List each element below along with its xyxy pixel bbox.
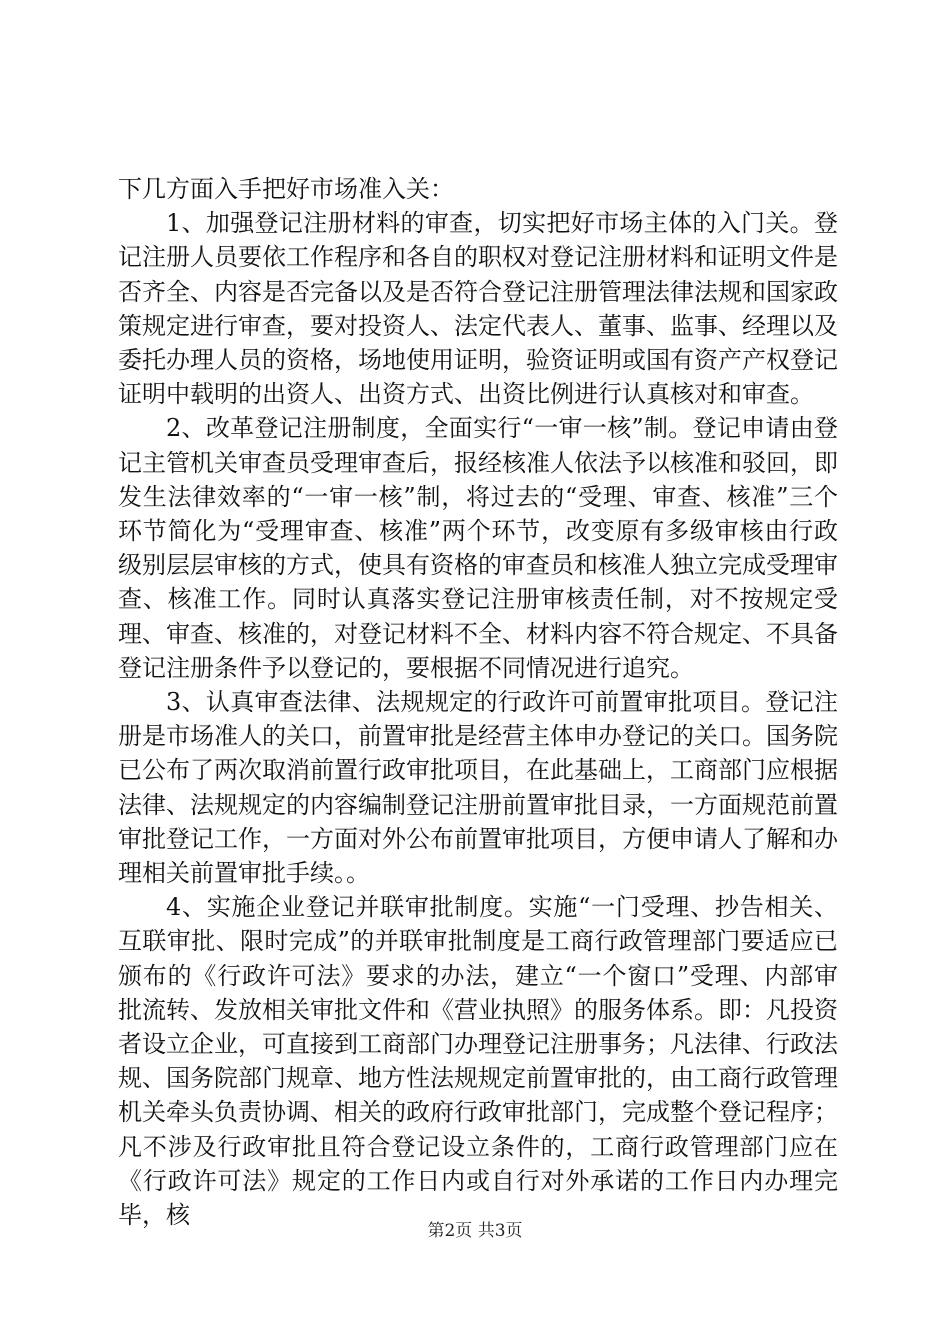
- page-number-footer: 第2页 共3页: [427, 1221, 523, 1241]
- paragraph-item-2: 2、改革登记注册制度，全面实行“一审一核”制。登记申请由登记主管机关审查员受理审查后，报经核准人依法予以核准和驳回，即发生法律效率的“一审一核”制，将过去的“受理、审查、核准”三个环节简化为“受理审查、核准”两个环节，改变原有多级审核由行政级别层层审核的方式，使具有资格的审查员和核准人独立完成受理审查、核准工作。同时认真落实登记注册审核责任制，对不按规定受理、审查、核准的，对登记材料不全、材料内容不符合规定、不具备登记注册条件予以登记的，要根据不同情况进行追究。: [118, 414, 838, 682]
- document-body: [118, 172, 838, 1232]
- paragraph-item-1: 1、加强登记注册材料的审查，切实把好市场主体的入门关。登记注册人员要依工作程序和各自的职权对登记注册材料和证明文件是否齐全、内容是否完备以及是否符合登记注册管理法律法规和国家政策规定进行审查，要对投资人、法定代表人、董事、监事、经理以及委托办理人员的资格，场地使用证明，验资证明或国有资产产权登记证明中载明的出资人、出资方式、出资比例进行认真核对和审查。: [118, 209, 838, 409]
- paragraph-item-4: 4、实施企业登记并联审批制度。实施“一门受理、抄告相关、互联审批、限时完成”的并联审批制度是工商行政管理部门要适应已颁布的《行政许可法》要求的办法，建立“一个窗口”受理、内部审批流转、发放相关审批文件和《营业执照》的服务体系。即：凡投资者设立企业，可直接到工商部门办理登记注册事务；凡法律、行政法规、国务院部门规章、地方性法规规定前置审批的，由工商行政管理机关牵头负责协调、相关的政府行政审批部门，完成整个登记程序；凡不涉及行政审批且符合登记设立条件的，工商行政管理部门应在《行政许可法》规定的工作日内或自行对外承诺的工作日内办理完毕，核: [118, 893, 838, 1230]
- paragraph-item-3: 3、认真审查法律、法规规定的行政许可前置审批项目。登记注册是市场准人的关口，前置审批是经营主体申办登记的关口。国务院已公布了两次取消前置行政审批项目，在此基础上，工商部门应根据法律、法规规定的内容编制登记注册前置审批目录，一方面规范前置审批登记工作，一方面对外公布前置审批项目，方便申请人了解和办理相关前置审批手续。。: [118, 688, 838, 888]
- paragraph-intro: 下几方面入手把好市场准入关：: [118, 175, 454, 203]
